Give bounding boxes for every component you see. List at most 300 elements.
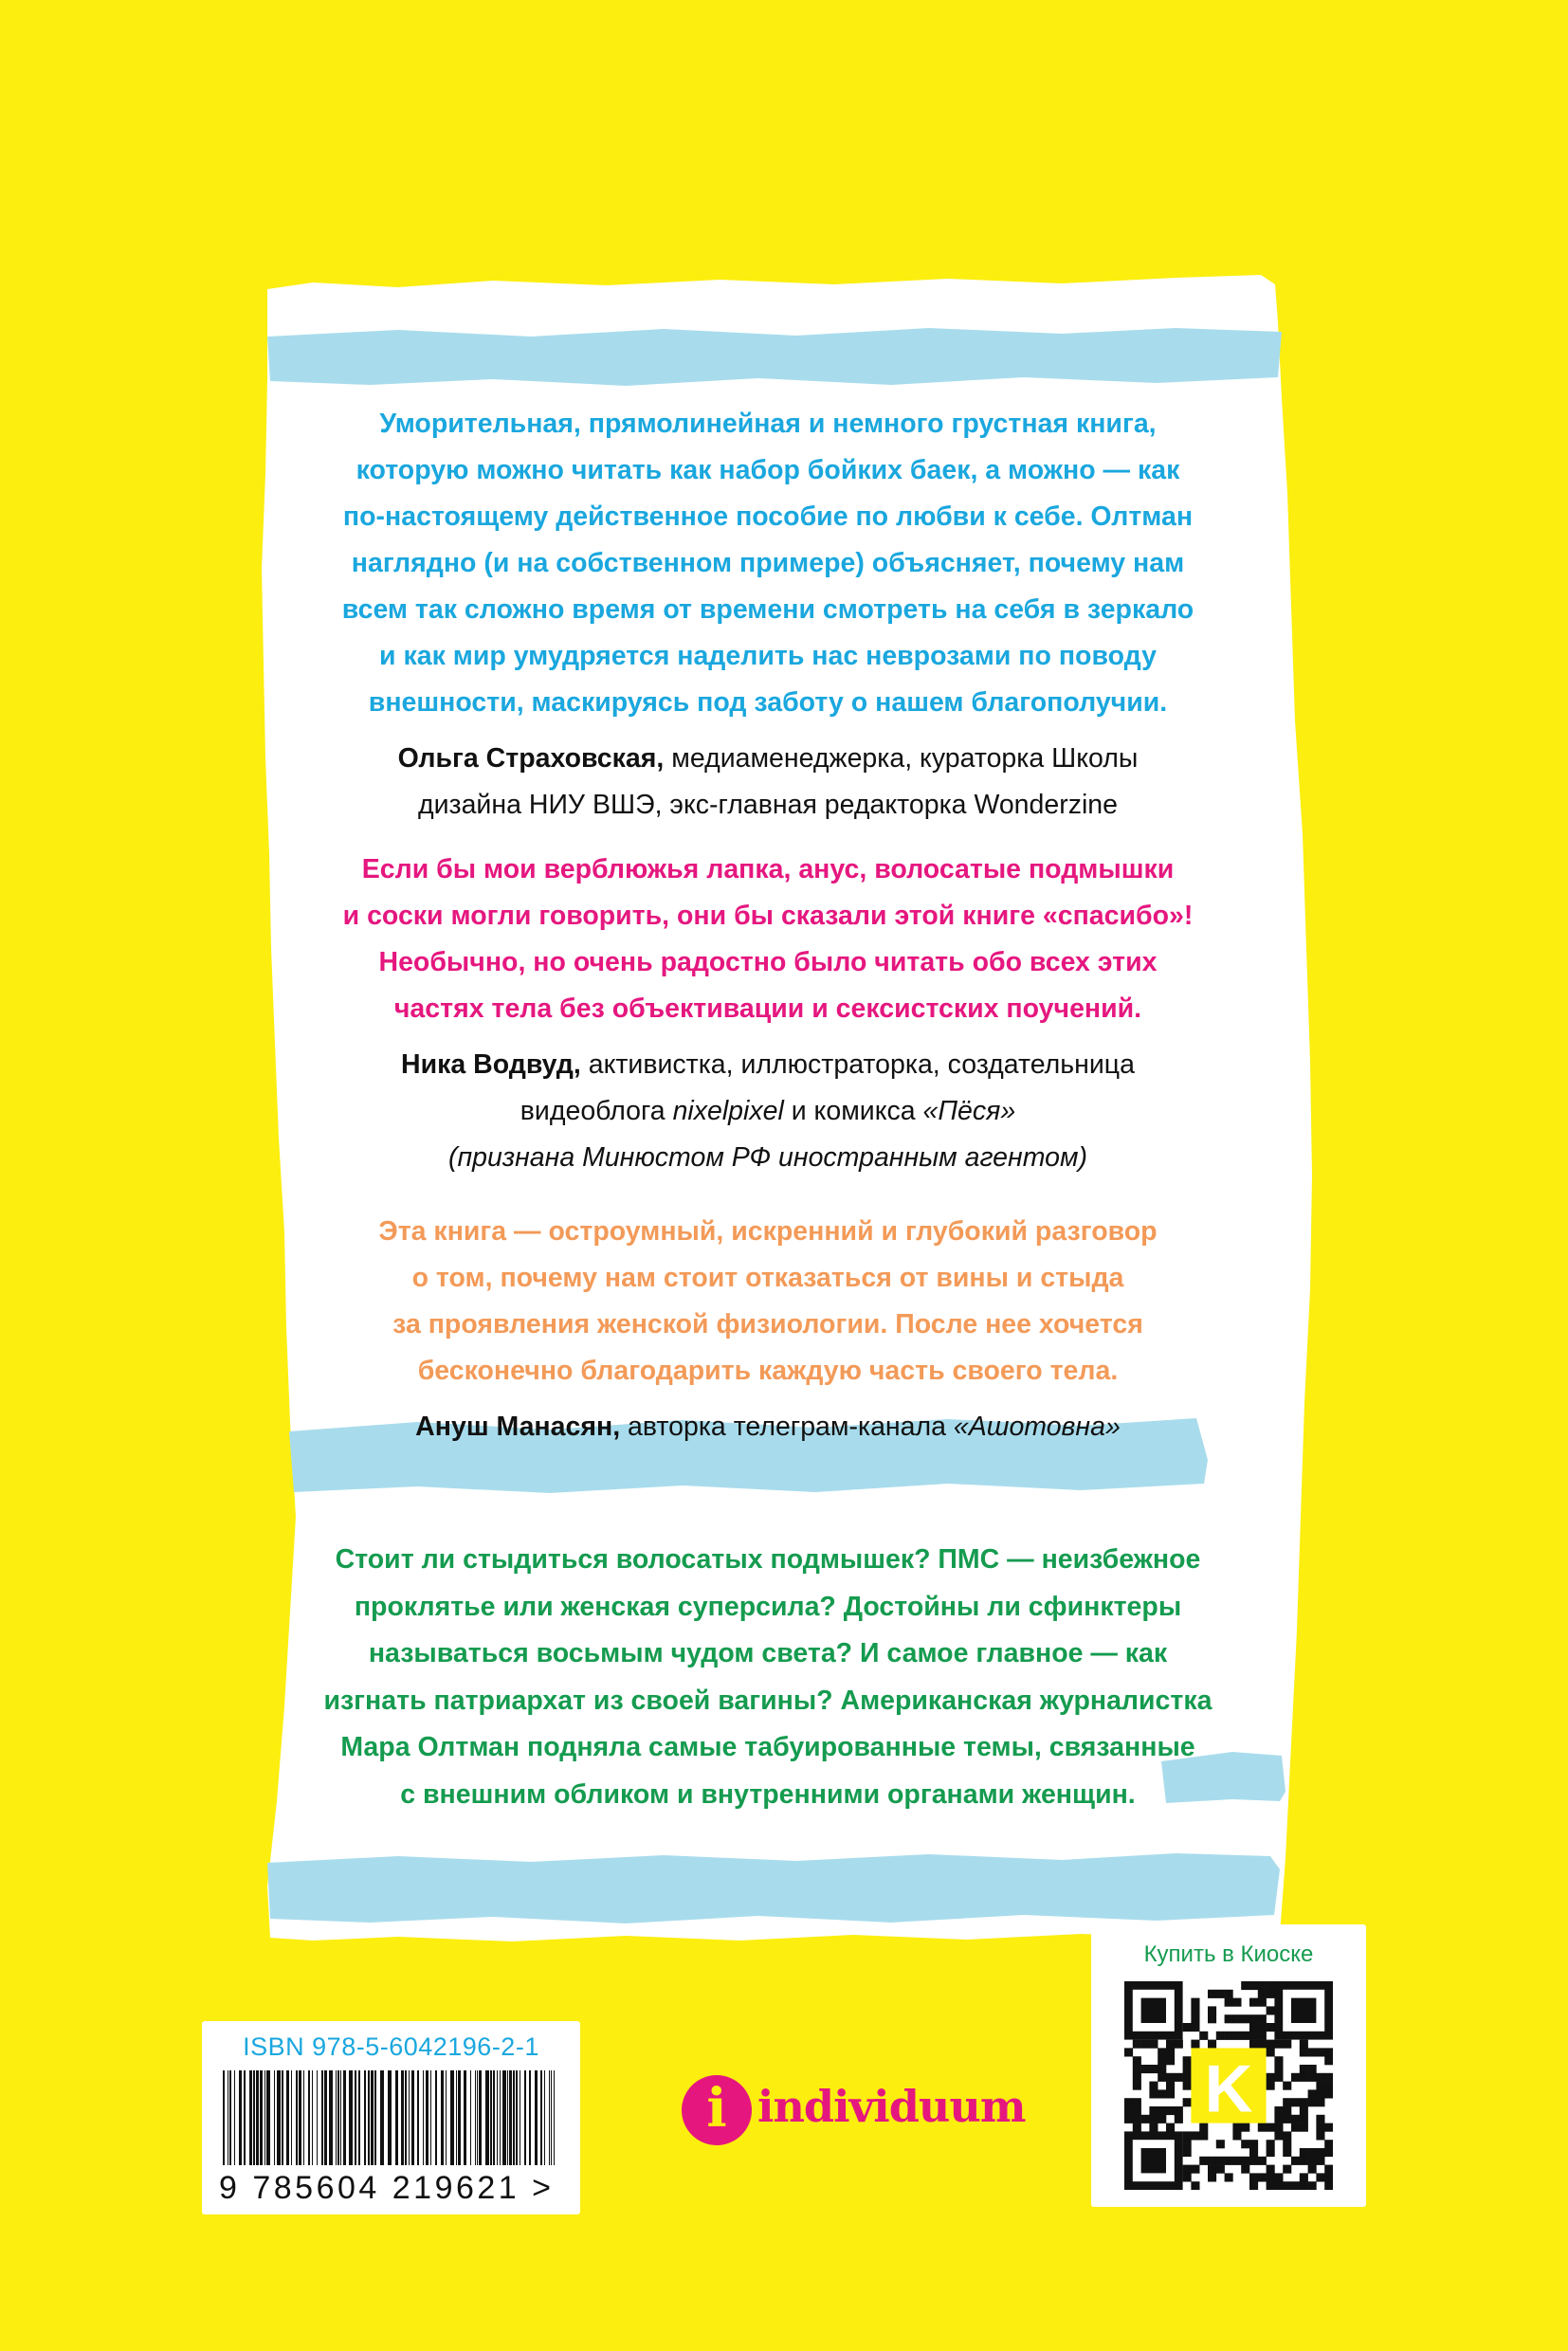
qr-module [1267, 2140, 1275, 2148]
barcode-bar [244, 2070, 246, 2165]
barcode-bar [388, 2070, 392, 2165]
author-name: Ника Водвуд, [401, 1049, 581, 1080]
barcode-bar [395, 2070, 398, 2165]
qr-module [1316, 2098, 1324, 2106]
qr-module [1232, 2131, 1241, 2140]
qr-module [1166, 2106, 1175, 2115]
qr-module [1208, 2014, 1216, 2023]
barcode-bar [485, 2070, 489, 2165]
qr-module [1316, 2115, 1324, 2123]
qr-module [1274, 2106, 1283, 2115]
qr-module [1267, 2073, 1275, 2082]
qr-module [1216, 2157, 1225, 2165]
qr-module [1258, 2023, 1267, 2032]
quote-2-attribution [294, 1042, 1242, 1181]
qr-module [1291, 2073, 1300, 2082]
author-name: Ануш Манасян, [415, 1412, 621, 1442]
qr-module [1149, 2106, 1158, 2115]
qr-module [1183, 2065, 1192, 2073]
qr-module [1308, 2098, 1317, 2106]
description-line: проклятье или женская суперсила? Достойны ли сфинктеры [354, 1591, 1182, 1622]
barcode-bar [458, 2070, 461, 2165]
qr-module [1241, 1981, 1249, 1990]
qr-module [1166, 2073, 1175, 2082]
qr-module [1183, 2073, 1192, 2082]
qr-module [1191, 2165, 1199, 2174]
qr-module [1158, 2048, 1166, 2056]
barcode-bar [535, 2070, 538, 2165]
quote-line: наглядно (и на собственном примере) объясняет, почему нам [351, 548, 1185, 578]
qr-module [1158, 2115, 1166, 2123]
qr-module [1183, 2148, 1192, 2157]
qr-module [1291, 2157, 1300, 2165]
qr-module [1199, 2131, 1208, 2140]
qr-module [1158, 2106, 1166, 2115]
qr-module [1300, 2048, 1308, 2056]
barcode-bar [490, 2070, 492, 2165]
barcode-bar [430, 2070, 431, 2165]
review-quote-3 [294, 1209, 1242, 1450]
qr-module [1324, 2048, 1333, 2056]
qr-code-box [1091, 1924, 1366, 2207]
qr-module [1191, 2014, 1199, 2023]
qr-module [1316, 2157, 1324, 2165]
qr-module [1232, 1998, 1241, 2007]
qr-module [1291, 2123, 1300, 2132]
quote-line: о том, почему нам стоит отказаться от вины и стыда [411, 1263, 1124, 1293]
qr-module [1216, 2165, 1225, 2174]
qr-module [1324, 2056, 1333, 2065]
qr-module [1249, 2140, 1258, 2148]
qr-module [1183, 2165, 1192, 2174]
barcode-bar [303, 2070, 304, 2165]
qr-module [1249, 2157, 1258, 2165]
barcode-bar [274, 2070, 275, 2165]
qr-module [1175, 2073, 1183, 2082]
description-line: Стоит ли стыдиться волосатых подмышек? ПМС — неизбежное [335, 1544, 1201, 1575]
barcode-bar [321, 2070, 323, 2165]
qr-module [1216, 2032, 1225, 2040]
tape-top [267, 328, 1282, 386]
review-quote-2 [294, 847, 1242, 1181]
qr-module [1166, 2056, 1175, 2065]
barcode-bar [405, 2070, 407, 2165]
book-description [294, 1537, 1242, 1818]
qr-module [1308, 2048, 1317, 2056]
qr-module [1258, 2032, 1267, 2040]
qr-module [1258, 2157, 1267, 2165]
quote-line: по-настоящему действенное пособие по любви к себе. Олтман [342, 501, 1194, 532]
qr-module [1232, 2014, 1241, 2023]
author-title: дизайна НИУ ВШЭ, экс-главная редакторка Wonderzine [417, 790, 1119, 820]
barcode-bar [497, 2070, 498, 2165]
qr-module [1183, 2056, 1192, 2065]
qr-module [1158, 2065, 1166, 2073]
qr-module [1300, 2157, 1308, 2165]
quote-line: Уморительная, прямолинейная и немного грустная книга, [379, 409, 1157, 439]
qr-module [1300, 2073, 1308, 2082]
barcode-bar [239, 2070, 242, 2165]
barcode-bar [502, 2070, 506, 2165]
qr-finder [1141, 1998, 1166, 2023]
qr-module [1258, 1981, 1267, 1990]
isbn-digits: 9 785604 219621 > [219, 2170, 555, 2206]
qr-module [1300, 2106, 1308, 2115]
qr-module [1241, 2014, 1249, 2023]
qr-module [1133, 2106, 1141, 2115]
barcode-bar [368, 2070, 370, 2165]
qr-module [1316, 2131, 1324, 2140]
qr-module [1241, 2165, 1249, 2174]
qr-module [1183, 2140, 1192, 2148]
qr-center-letter: K [1204, 2050, 1253, 2126]
qr-module [1141, 2065, 1150, 2073]
qr-module [1291, 2115, 1300, 2123]
qr-module [1158, 2073, 1166, 2082]
qr-module [1191, 2006, 1199, 2014]
qr-module [1241, 2140, 1249, 2148]
qr-module [1324, 2173, 1333, 2181]
barcode-bar [380, 2070, 384, 2165]
qr-module [1141, 2040, 1150, 2049]
qr-module [1166, 2048, 1175, 2056]
qr-module [1175, 2106, 1183, 2115]
qr-module [1308, 2181, 1317, 2190]
qr-module [1258, 2014, 1267, 2023]
barcode-bar [260, 2070, 263, 2165]
qr-module [1124, 2098, 1133, 2106]
qr-module [1267, 1981, 1275, 1990]
qr-module [1149, 2115, 1158, 2123]
qr-module [1274, 2056, 1283, 2065]
quote-line: всем так сложно время от времени смотреть на себя в зеркало [341, 594, 1194, 625]
qr-module [1191, 2131, 1199, 2140]
barcode-bar [282, 2070, 283, 2165]
author-title: «Пёся» [922, 1096, 1016, 1126]
barcode-bar [296, 2070, 298, 2165]
qr-module [1324, 2082, 1333, 2090]
qr-module [1291, 2098, 1300, 2106]
qr-module [1283, 2140, 1291, 2148]
qr-module [1300, 2173, 1308, 2181]
qr-module [1199, 2032, 1208, 2040]
barcode-bar [479, 2070, 482, 2165]
barcode-bar [456, 2070, 457, 2165]
qr-module [1225, 2173, 1233, 2181]
qr-module [1175, 2040, 1183, 2049]
qr-module [1133, 2115, 1141, 2123]
qr-module [1216, 1990, 1225, 1998]
qr-module [1267, 2173, 1275, 2181]
qr-module [1191, 2181, 1199, 2190]
description-line: с внешним обликом и внутренними органами женщин. [400, 1778, 1136, 1810]
qr-module [1300, 2098, 1308, 2106]
review-quote-1 [294, 401, 1242, 829]
isbn-barcode-box [202, 2021, 580, 2214]
qr-module [1225, 1990, 1233, 1998]
barcode-bar [540, 2070, 542, 2165]
author-title: медиаменеджерка, кураторка Школы [664, 743, 1139, 774]
qr-module [1158, 2056, 1166, 2065]
quote-line: Если бы мои верблюжья лапка, анус, волосатые подмышки [361, 854, 1175, 884]
barcode-bar [364, 2070, 366, 2165]
qr-module [1267, 1990, 1275, 1998]
qr-module [1283, 2115, 1291, 2123]
barcode-bar [411, 2070, 414, 2165]
qr-module [1249, 2181, 1258, 2190]
quote-line: частях тела без объективации и сексистских поучений. [393, 993, 1142, 1024]
quote-line: и как мир умудряется наделить нас неврозами по поводу [379, 641, 1157, 671]
barcode-bar [349, 2070, 353, 2165]
qr-module [1267, 2123, 1275, 2132]
barcode-bar [266, 2070, 270, 2165]
qr-module [1324, 2089, 1333, 2098]
qr-module [1249, 1998, 1258, 2007]
qr-module [1133, 2040, 1141, 2049]
qr-module [1249, 2014, 1258, 2023]
qr-module [1225, 2032, 1233, 2040]
qr-module [1316, 2048, 1324, 2056]
qr-module [1225, 2014, 1233, 2023]
quote-3-text [294, 1209, 1242, 1394]
barcode-bar [516, 2070, 518, 2165]
qr-module [1316, 2089, 1324, 2098]
author-title: видеоблога [520, 1096, 673, 1126]
qr-module [1291, 2181, 1300, 2190]
quote-line: и соски могли говорить, они бы сказали этой книге «спасибо»! [342, 901, 1194, 931]
qr-module [1267, 2040, 1275, 2049]
qr-module [1274, 2065, 1283, 2073]
qr-module [1274, 2181, 1283, 2190]
qr-module [1232, 2032, 1241, 2040]
qr-module [1308, 2089, 1317, 2098]
barcode-bar [544, 2070, 545, 2165]
barcode-bar [513, 2070, 515, 2165]
qr-module [1149, 2123, 1158, 2132]
barcode-bar [343, 2070, 346, 2165]
barcode-bar [529, 2070, 531, 2165]
qr-module [1267, 2023, 1275, 2032]
barcode-bar [435, 2070, 437, 2165]
qr-module [1124, 2106, 1133, 2115]
qr-module [1300, 2148, 1308, 2157]
qr-module [1316, 2082, 1324, 2090]
description-line: изгнать патриархат из своей вагины? Американская журналистка [323, 1685, 1212, 1716]
barcode-bar [249, 2070, 252, 2165]
foreign-agent-note: (признана Минюстом РФ иностранным агентом) [447, 1142, 1088, 1173]
quote-line: за проявления женской физиологии. После нее хочется [392, 1309, 1143, 1340]
description-line: называться восьмым чудом света? И самое главное — как [368, 1638, 1168, 1668]
barcode-bar [374, 2070, 376, 2165]
barcode-icon [223, 2070, 559, 2170]
qr-module [1149, 2082, 1158, 2090]
qr-module [1283, 2098, 1291, 2106]
barcode-bar [426, 2070, 428, 2165]
author-title: активистка, иллюстраторка, создательница [580, 1049, 1135, 1080]
qr-module [1149, 2089, 1158, 2098]
barcode-bar [441, 2070, 444, 2165]
qr-module [1283, 2165, 1291, 2174]
description-text [294, 1537, 1242, 1818]
barcode-bar [507, 2070, 508, 2165]
barcode-bar [500, 2070, 501, 2165]
qr-module [1241, 2032, 1249, 2040]
qr-module [1166, 2089, 1175, 2098]
qr-module [1208, 2040, 1216, 2049]
qr-module [1191, 1998, 1199, 2007]
qr-module [1183, 2082, 1192, 2090]
barcode-bar [256, 2070, 259, 2165]
qr-label: Купить в Киоске [1143, 1941, 1314, 1967]
barcode-bar [286, 2070, 289, 2165]
qr-module [1316, 2148, 1324, 2157]
qr-module [1191, 2023, 1199, 2032]
barcode-bar [493, 2070, 495, 2165]
barcode-bar [223, 2070, 225, 2165]
barcode-bar [329, 2070, 333, 2165]
barcode-bar [371, 2070, 374, 2165]
qr-module [1283, 2082, 1291, 2090]
qr-module [1208, 2165, 1216, 2174]
qr-module [1324, 2148, 1333, 2157]
quote-1-text [294, 401, 1242, 726]
qr-module [1300, 2123, 1308, 2132]
quote-1-attribution [294, 736, 1242, 829]
qr-module [1249, 1981, 1258, 1990]
qr-module [1267, 2006, 1275, 2014]
barcode-bar [324, 2070, 327, 2165]
qr-module [1267, 2082, 1275, 2090]
qr-module [1249, 2148, 1258, 2157]
qr-module [1133, 2123, 1141, 2132]
qr-module [1258, 1998, 1267, 2007]
description-line: Мара Олтман подняла самые табуированные темы, связанные [340, 1732, 1195, 1762]
qr-module [1324, 2165, 1333, 2174]
barcode-bar [234, 2070, 235, 2165]
barcode-bar [336, 2070, 337, 2165]
qr-module [1183, 2023, 1192, 2032]
qr-module [1133, 2073, 1141, 2082]
qr-module [1149, 2040, 1158, 2049]
barcode-bar [551, 2070, 552, 2165]
quote-line: бесконечно благодарить каждую часть своего тела. [417, 1356, 1119, 1386]
qr-module [1283, 2040, 1291, 2049]
barcode-bar [355, 2070, 356, 2165]
barcode-bar [291, 2070, 292, 2165]
qr-module [1258, 2040, 1267, 2049]
qr-module [1216, 2140, 1225, 2148]
barcode-bar [477, 2070, 478, 2165]
qr-module [1316, 2073, 1324, 2082]
qr-module [1324, 2181, 1333, 2190]
publisher-name: individuum [757, 2081, 1026, 2132]
qr-module [1208, 1990, 1216, 1998]
qr-module [1149, 2065, 1158, 2073]
qr-module [1308, 2157, 1317, 2165]
barcode-bar [358, 2070, 360, 2165]
qr-module [1191, 2040, 1199, 2049]
qr-module [1308, 2165, 1317, 2174]
barcode-bar [317, 2070, 318, 2165]
qr-module [1241, 2157, 1249, 2165]
quote-3-attribution [294, 1404, 1242, 1450]
qr-module [1208, 2157, 1216, 2165]
qr-code-icon[interactable] [1124, 1981, 1333, 2190]
qr-module [1274, 2073, 1283, 2082]
barcode-bar [446, 2070, 447, 2165]
qr-module [1274, 2123, 1283, 2132]
qr-module [1249, 2023, 1258, 2032]
qr-module [1274, 2131, 1283, 2140]
qr-module [1316, 2173, 1324, 2181]
barcode-bar [475, 2070, 476, 2165]
qr-module [1249, 2040, 1258, 2049]
qr-module [1133, 2098, 1141, 2106]
qr-module [1175, 2115, 1183, 2123]
qr-module [1249, 2032, 1258, 2040]
author-title: «Ашотовна» [953, 1412, 1121, 1442]
author-title: авторка телеграм-канала [620, 1412, 954, 1442]
qr-module [1308, 2148, 1317, 2157]
qr-module [1300, 2115, 1308, 2123]
qr-module [1225, 2157, 1233, 2165]
barcode-bar [312, 2070, 313, 2165]
qr-module [1225, 1998, 1233, 2007]
qr-module [1283, 2148, 1291, 2157]
barcode-bar [229, 2070, 231, 2165]
qr-module [1166, 2082, 1175, 2090]
barcode-bar [401, 2070, 404, 2165]
barcode-bar [264, 2070, 265, 2165]
qr-module [1267, 2148, 1275, 2157]
qr-module [1133, 2056, 1141, 2065]
author-name: Ольга Страховская, [397, 743, 665, 774]
qr-module [1208, 2006, 1216, 2014]
barcode-bar [509, 2070, 512, 2165]
barcode-bar [417, 2070, 419, 2165]
qr-module [1208, 2173, 1216, 2181]
qr-module [1183, 2098, 1192, 2106]
qr-module [1183, 2131, 1192, 2140]
qr-module [1274, 2115, 1283, 2123]
qr-module [1283, 2131, 1291, 2140]
qr-module [1283, 2181, 1291, 2190]
qr-module [1300, 2181, 1308, 2190]
qr-module [1258, 2123, 1267, 2132]
qr-module [1316, 2123, 1324, 2132]
publisher-logo-letter: i [706, 2077, 727, 2140]
publisher-logo [682, 2075, 1026, 2145]
barcode-bar [299, 2070, 301, 2165]
barcode-bar [277, 2070, 281, 2165]
qr-finder [1141, 2148, 1166, 2173]
qr-module [1267, 2181, 1275, 2190]
qr-module [1124, 2115, 1133, 2123]
qr-module [1249, 2173, 1258, 2181]
quote-2-text [294, 847, 1242, 1032]
qr-module [1300, 2065, 1308, 2073]
qr-module [1166, 2123, 1175, 2132]
qr-module [1166, 2040, 1175, 2049]
qr-module [1308, 2073, 1317, 2082]
qr-module [1324, 2123, 1333, 2132]
qr-module [1308, 2065, 1317, 2073]
qr-module [1267, 2165, 1275, 2174]
qr-module [1133, 2065, 1141, 2073]
barcode-bar [554, 2070, 555, 2165]
isbn-label: ISBN 978-5-6042196-2-1 [243, 2032, 539, 2061]
barcode-bar [253, 2070, 255, 2165]
